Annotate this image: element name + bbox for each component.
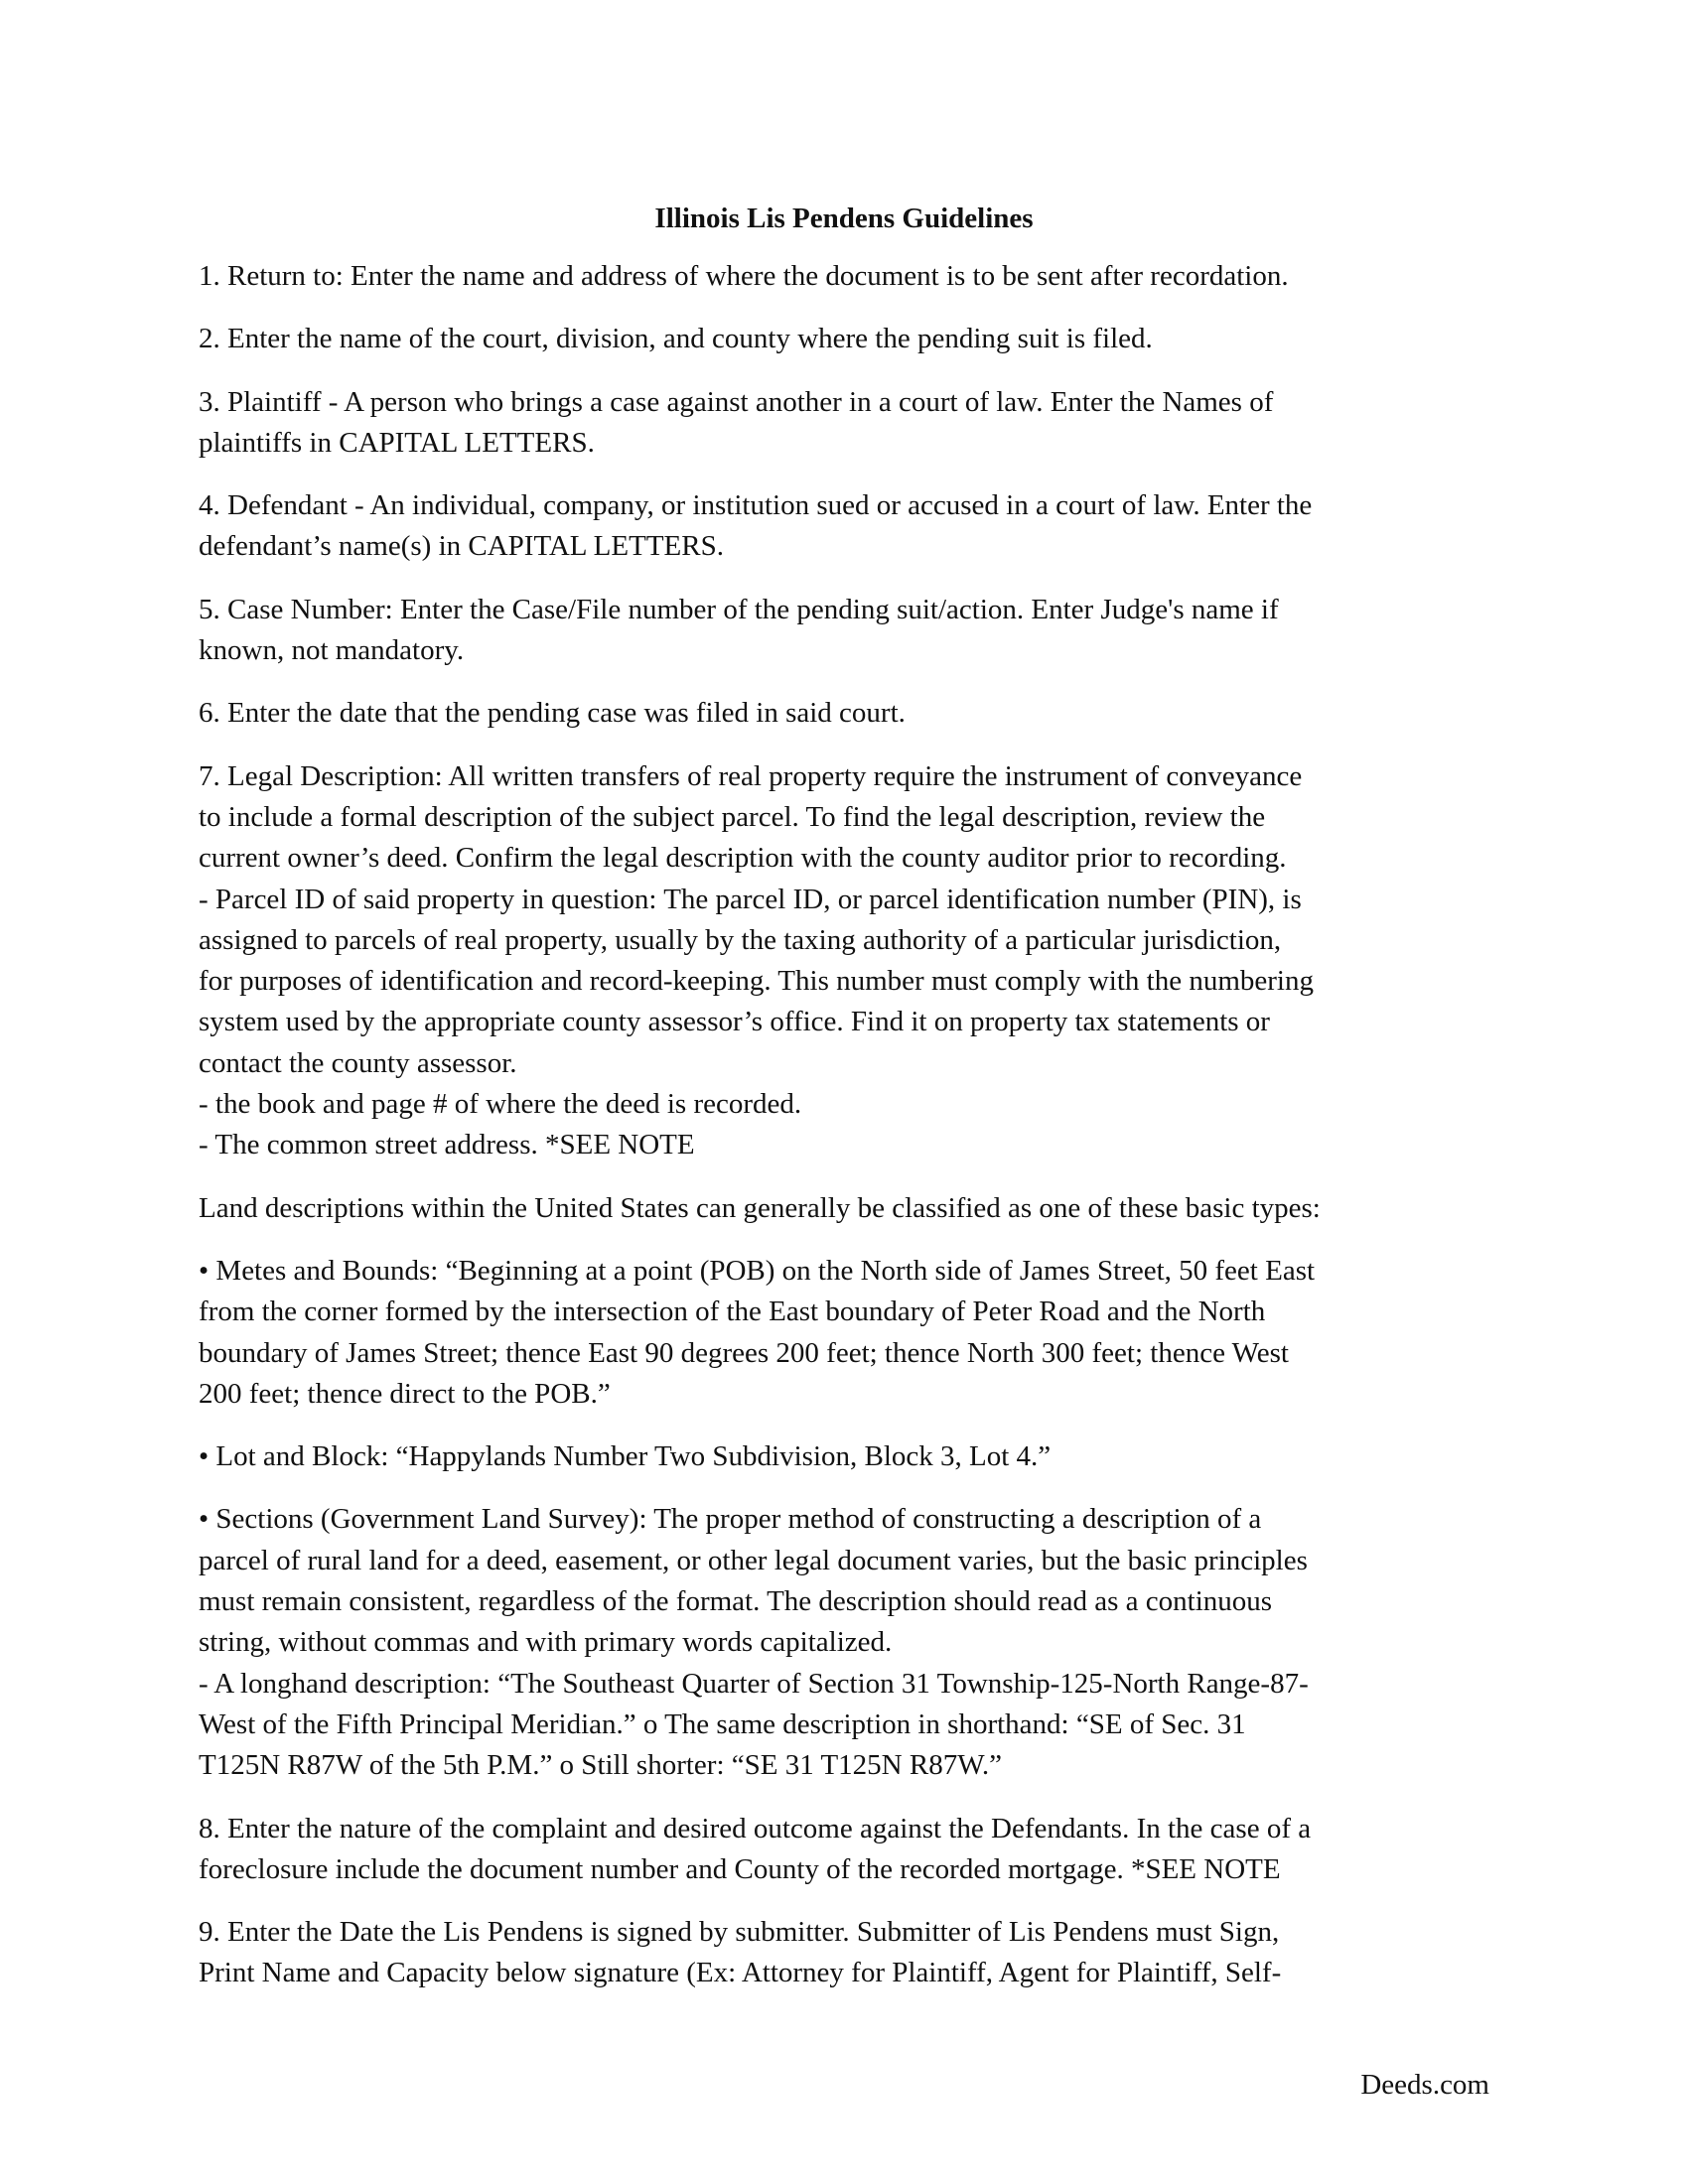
text-line: known, not mandatory. bbox=[199, 634, 465, 667]
paragraph bbox=[199, 1912, 1489, 1994]
text-line: 8. Enter the nature of the complaint and desired outcome against the Defendants. In the case of a bbox=[199, 1812, 1312, 1844]
paragraph bbox=[199, 485, 1489, 568]
text-line: boundary of James Street; thence East 90 degrees 200 feet; thence North 300 feet; thence West bbox=[199, 1336, 1289, 1369]
text-line: 2. Enter the name of the court, division, and county where the pending suit is filed. bbox=[199, 323, 1153, 355]
text-line: 200 feet; thence direct to the POB.” bbox=[199, 1377, 611, 1410]
document-body bbox=[199, 256, 1489, 2016]
text-line: assigned to parcels of real property, usually by the taxing authority of a particular jurisdiction, bbox=[199, 923, 1282, 956]
text-line: - the book and page # of where the deed is recorded. bbox=[199, 1088, 802, 1121]
text-line: system used by the appropriate county assessor’s office. Find it on property tax statements or bbox=[199, 1006, 1270, 1038]
page-title: Illinois Lis Pendens Guidelines bbox=[654, 203, 1034, 234]
text-line: 3. Plaintiff - A person who brings a case against another in a court of law. Enter the Names of bbox=[199, 385, 1274, 418]
text-line: 7. Legal Description: All written transfers of real property require the instrument of conveyance bbox=[199, 759, 1303, 792]
paragraph bbox=[199, 319, 1489, 359]
text-line: plaintiffs in CAPITAL LETTERS. bbox=[199, 426, 595, 459]
text-line: contact the county assessor. bbox=[199, 1046, 517, 1079]
text-line: 9. Enter the Date the Lis Pendens is signed by submitter. Submitter of Lis Pendens must Sign, bbox=[199, 1916, 1280, 1949]
text-line: defendant’s name(s) in CAPITAL LETTERS. bbox=[199, 530, 724, 563]
paragraph bbox=[199, 1188, 1489, 1229]
text-line: 6. Enter the date that the pending case was filed in said court. bbox=[199, 697, 906, 730]
text-line: Land descriptions within the United States can generally be classified as one of these basic types: bbox=[199, 1191, 1321, 1224]
paragraph bbox=[199, 382, 1489, 465]
text-line: West of the Fifth Principal Meridian.” o The same description in shorthand: “SE of Sec. 31 bbox=[199, 1707, 1246, 1740]
text-line: • Metes and Bounds: “Beginning at a point (POB) on the North side of James Street, 50 feet East bbox=[199, 1254, 1316, 1287]
paragraph bbox=[199, 256, 1489, 297]
paragraph bbox=[199, 590, 1489, 672]
paragraph bbox=[199, 1499, 1489, 1786]
text-line: for purposes of identification and record-keeping. This number must comply with the numbering bbox=[199, 965, 1314, 998]
text-line: - Parcel ID of said property in question: The parcel ID, or parcel identification number (PIN), is bbox=[199, 883, 1302, 915]
text-line: to include a formal description of the subject parcel. To find the legal description, review the bbox=[199, 800, 1266, 833]
paragraph bbox=[199, 756, 1489, 1166]
paragraph bbox=[199, 1436, 1489, 1477]
text-line: must remain consistent, regardless of the format. The description should read as a continuous bbox=[199, 1585, 1273, 1618]
text-line: Print Name and Capacity below signature (Ex: Attorney for Plaintiff, Agent for Plaintiff, Self- bbox=[199, 1957, 1282, 1989]
text-line: 4. Defendant - An individual, company, or institution sued or accused in a court of law. Enter the bbox=[199, 489, 1313, 522]
paragraph bbox=[199, 1809, 1489, 1891]
text-line: current owner’s deed. Confirm the legal description with the county auditor prior to recording. bbox=[199, 842, 1287, 875]
footer-brand: Deeds.com bbox=[1360, 2069, 1489, 2101]
text-line: 1. Return to: Enter the name and address of where the document is to be sent after recordation. bbox=[199, 260, 1289, 292]
text-line: from the corner formed by the intersection of the East boundary of Peter Road and the North bbox=[199, 1296, 1266, 1328]
text-line: string, without commas and with primary words capitalized. bbox=[199, 1626, 893, 1659]
text-line: T125N R87W of the 5th P.M.” o Still shorter: “SE 31 T125N R87W.” bbox=[199, 1749, 1003, 1782]
text-line: foreclosure include the document number and County of the recorded mortgage. *SEE NOTE bbox=[199, 1852, 1281, 1885]
text-line: • Lot and Block: “Happylands Number Two Subdivision, Block 3, Lot 4.” bbox=[199, 1440, 1052, 1473]
text-line: - The common street address. *SEE NOTE bbox=[199, 1129, 695, 1161]
text-line: - A longhand description: “The Southeast Quarter of Section 31 Township-125-North Range-87- bbox=[199, 1667, 1309, 1700]
paragraph bbox=[199, 1251, 1489, 1415]
text-line: parcel of rural land for a deed, easement, or other legal document varies, but the basic principles bbox=[199, 1544, 1308, 1576]
text-line: 5. Case Number: Enter the Case/File number of the pending suit/action. Enter Judge's name if bbox=[199, 593, 1279, 625]
paragraph bbox=[199, 693, 1489, 734]
text-line: • Sections (Government Land Survey): The proper method of constructing a description of a bbox=[199, 1503, 1262, 1536]
